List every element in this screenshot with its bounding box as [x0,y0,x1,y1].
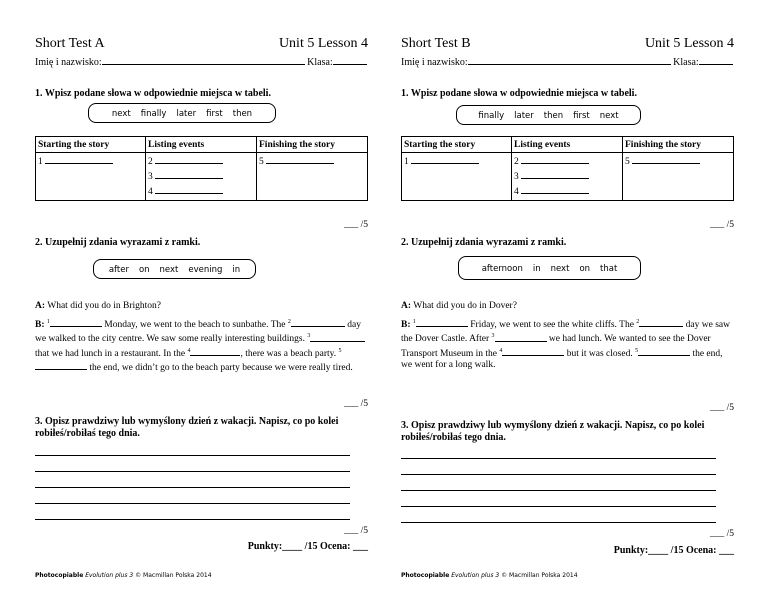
writing-line[interactable] [35,455,350,456]
col-header-starting: Starting the story [36,137,146,153]
q1-table [35,136,368,201]
class-label: Klasa: [673,57,699,68]
slot-number: 3 [514,172,519,182]
footer-bold: Photocopiable [35,572,84,579]
writing-line[interactable] [401,458,716,459]
slot-number: 3 [148,172,153,182]
word: next [599,111,619,121]
answer-text: that we had lunch in a restaurant. In the [35,349,186,360]
gap-number: 5 [635,347,639,354]
word: in [232,265,241,275]
gap-blank[interactable] [495,332,547,342]
col-header-finishing: Finishing the story [623,137,734,153]
test-title: Short Test B [401,36,471,51]
question-text: What did you do in Dover? [413,301,517,311]
test-a-sheet [35,0,368,594]
test-title: Short Test A [35,36,105,51]
gap-blank[interactable] [502,346,564,356]
answer-text: Monday, we went to the beach to sunbathe. The [104,320,286,331]
col-header-listing: Listing events [146,137,257,153]
q2-title: 2. Uzupełnij zdania wyrazami z ramki. [401,237,567,248]
cell-starting [402,153,512,201]
word: on [138,265,150,275]
class-label: Klasa: [307,57,333,68]
gap-number: 2 [636,319,640,325]
q2-score: ___ /5 [343,399,368,409]
gap-blank[interactable] [35,360,87,370]
word: on [579,264,591,274]
word: afternoon [481,264,523,274]
footer-italic: Evolution plus 3 [85,572,134,579]
word: finally [478,111,505,121]
name-blank[interactable] [102,55,305,65]
q2-score: ___ /5 [709,403,734,413]
dialogue-answer [35,317,368,375]
gap-number: 2 [287,319,291,325]
footer [401,572,578,579]
writing-line[interactable] [35,471,350,472]
q3-score: ___ /5 [709,529,734,539]
class-blank[interactable] [333,55,367,65]
gap-blank[interactable] [291,317,345,327]
unit-lesson: Unit 5 Lesson 4 [644,36,734,51]
name-label: Imię i nazwisko: [401,57,468,68]
q3-score: ___ /5 [343,526,368,536]
word: then [232,109,253,119]
dialogue-question [401,301,734,312]
cell-listing [512,153,623,201]
q2-title: 2. Uzupełnij zdania wyrazami z ramki. [35,237,201,248]
slot-number: 4 [514,187,519,197]
gap-number: 4 [187,347,191,354]
dialogue-question [35,301,368,312]
answer-blank[interactable] [155,184,223,194]
speaker-a: A: [401,301,412,311]
slot-number: 1 [404,157,409,167]
cell-finishing [623,153,734,201]
word: next [550,264,570,274]
speaker-b: B: [35,320,45,331]
col-header-listing: Listing events [512,137,623,153]
name-blank[interactable] [468,55,671,65]
slot-number: 5 [259,157,264,167]
q1-word-box [456,105,641,125]
answer-blank[interactable] [411,154,479,164]
slot-number: 5 [625,157,630,167]
col-header-finishing: Finishing the story [257,137,368,153]
answer-text: the end, we went for a long walk. [401,349,723,371]
answer-text: day we walked to the city centre. We saw some really interesting buildings. [35,320,361,345]
q3-title: 3. Opisz prawdziwy lub wymyślony dzień z wakacji. Napisz, co po kolei robiłeś/robiłaś tego dnia. [401,420,705,443]
gap-blank[interactable] [310,332,365,342]
class-blank[interactable] [699,55,733,65]
q1-title: 1. Wpisz podane słowa w odpowiednie miejsca w tabeli. [401,88,637,99]
cell-finishing [257,153,368,201]
word: first [206,109,223,119]
answer-blank[interactable] [45,154,113,164]
gap-number: 1 [412,319,416,325]
q1-score: ___ /5 [343,220,368,230]
word: evening [188,265,223,275]
q1-table [401,136,734,201]
dialogue-answer [401,317,734,372]
name-class-row [35,55,368,68]
footer [35,572,212,579]
gap-blank[interactable] [416,317,468,327]
writing-line[interactable] [35,519,350,520]
name-class-row [401,55,734,68]
footer-copyright: © Macmillan Polska 2014 [135,572,212,579]
answer-blank[interactable] [155,154,223,164]
slot-number: 4 [148,187,153,197]
word: first [573,111,590,121]
gap-blank[interactable] [190,346,240,356]
slot-number: 2 [148,157,153,167]
word: then [543,111,564,121]
writing-line[interactable] [401,522,716,523]
answer-blank[interactable] [521,184,589,194]
name-label: Imię i nazwisko: [35,57,102,68]
gap-number: 3 [307,333,311,340]
writing-line[interactable] [401,506,716,507]
word: in [532,264,541,274]
slot-number: 1 [38,157,43,167]
cell-starting [36,153,146,201]
answer-blank[interactable] [155,169,223,179]
q1-title: 1. Wpisz podane słowa w odpowiednie miejsca w tabeli. [35,88,271,99]
word: finally [140,109,167,119]
speaker-a: A: [35,301,46,311]
word: next [159,265,179,275]
cell-listing [146,153,257,201]
answer-text: , there was a beach party. [240,349,337,360]
gap-blank[interactable] [638,346,690,356]
writing-line[interactable] [35,503,350,504]
gap-number: 3 [491,333,495,340]
gap-number: 1 [46,319,50,325]
q2-word-box [458,256,641,280]
word: later [176,109,197,119]
total-score: Punkty:____ /15 Ocena: ___ [613,545,734,556]
answer-text: we had lunch. We wanted to see the Dover Transport Museum in the [401,334,711,360]
q2-word-box [93,259,256,279]
col-header-starting: Starting the story [402,137,512,153]
speaker-b: B: [401,320,411,331]
word: after [108,265,129,275]
test-b-sheet [401,0,734,594]
header [401,36,734,52]
answer-text: day we saw the Dover Castle. After [401,320,730,345]
gap-number: 5 [338,347,342,354]
answer-blank[interactable] [521,169,589,179]
writing-line[interactable] [401,474,716,475]
word: later [514,111,534,121]
answer-text: the end, we didn’t go to the beach party because we were really tired. [89,363,353,374]
writing-line[interactable] [401,490,716,491]
word: next [111,109,131,119]
header [35,36,368,52]
gap-blank[interactable] [639,317,683,327]
writing-line[interactable] [35,487,350,488]
q3-title: 3. Opisz prawdziwy lub wymyślony dzień z wakacji. Napisz, co po kolei robiłeś/robiłaś tego dnia. [35,416,339,439]
answer-blank[interactable] [266,154,334,164]
answer-blank[interactable] [632,154,700,164]
q1-score: ___ /5 [709,220,734,230]
total-score: Punkty:____ /15 Ocena: ___ [247,541,368,552]
gap-number: 4 [499,347,503,354]
word: that [600,264,618,274]
answer-text: Friday, we went to see the white cliffs. The [470,320,634,331]
answer-text: but it was closed. [566,349,633,360]
unit-lesson: Unit 5 Lesson 4 [278,36,368,51]
q1-word-box [88,103,276,123]
footer-bold: Photocopiable [401,572,450,579]
gap-blank[interactable] [50,317,102,327]
footer-italic: Evolution plus 3 [451,572,500,579]
question-text: What did you do in Brighton? [47,301,161,311]
slot-number: 2 [514,157,519,167]
answer-blank[interactable] [521,154,589,164]
footer-copyright: © Macmillan Polska 2014 [501,572,578,579]
